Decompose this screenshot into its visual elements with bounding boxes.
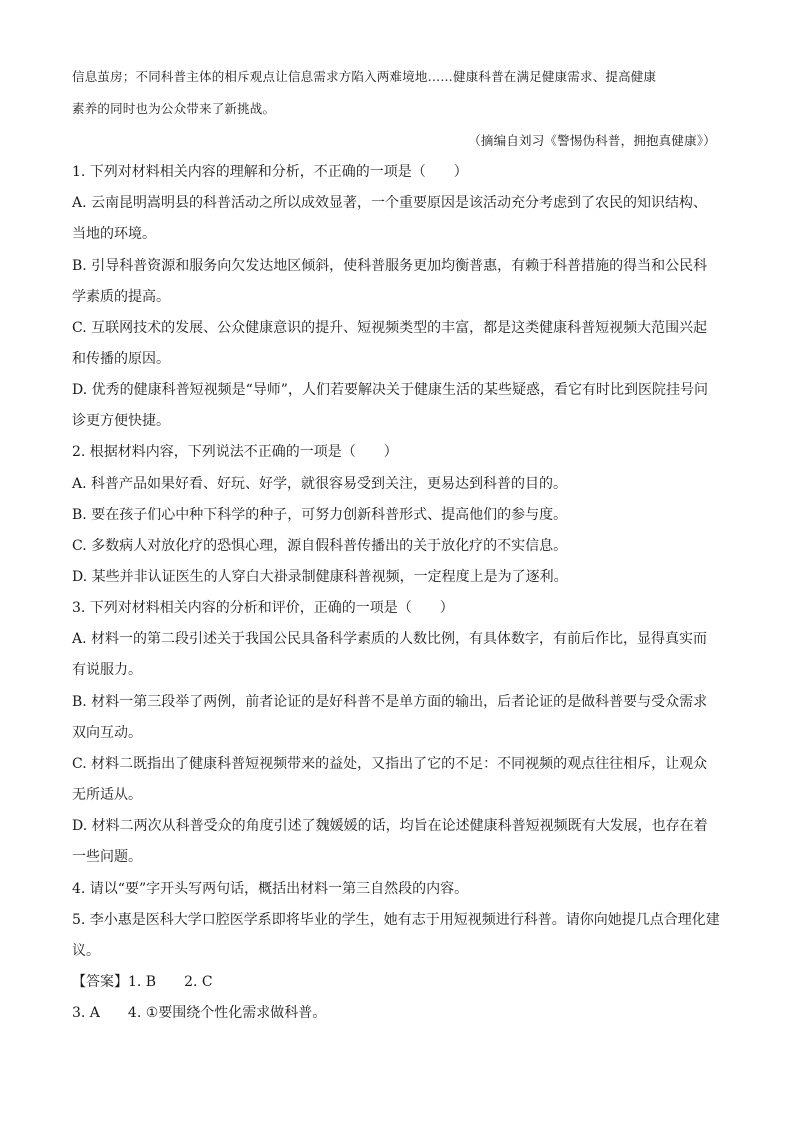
q3-option-a-line-1: A. 材料一的第二段引述关于我国公民具备科学素质的人数比例，有具体数字，有前后作比，显得真实而 bbox=[72, 631, 708, 647]
answer-row-2 bbox=[72, 1004, 326, 1022]
answer-label: 【答案】 bbox=[72, 974, 128, 990]
q3-option-d-line-1: D. 材料二两次从科普受众的角度引述了魏媛媛的话，均旨在论述健康科普短视频既有大发展，也存在着 bbox=[72, 818, 708, 834]
q1-option-c-line-2: 和传播的原因。 bbox=[72, 351, 170, 367]
question-2-stem: 2. 根据材料内容，下列说法不正确的一项是（ ） bbox=[72, 444, 398, 460]
answer-2: 2. C bbox=[184, 974, 213, 990]
q3-option-c-line-2: 无所适从。 bbox=[72, 787, 142, 803]
q2-option-b: B. 要在孩子们心中种下科学的种子，可努力创新科普形式、提高他们的参与度。 bbox=[72, 507, 568, 523]
question-5-line-2: 议。 bbox=[72, 943, 100, 959]
q3-option-b-line-1: B. 材料一第三段举了两例，前者论证的是好科普不是单方面的输出，后者论证的是做科普要与受众需求 bbox=[72, 694, 708, 710]
q1-option-a-line-1: A. 云南昆明嵩明县的科普活动之所以成效显著，一个重要原因是该活动充分考虑到了农民的知识结构、 bbox=[72, 195, 708, 211]
q2-option-a: A. 科普产品如果好看、好玩、好学，就很容易受到关注，更易达到科普的目的。 bbox=[72, 476, 568, 492]
question-4: 4. 请以“要”字开头写两句话，概括出材料一第三自然段的内容。 bbox=[72, 881, 469, 897]
question-3-stem: 3. 下列对材料相关内容的分析和评价，正确的一项是（ ） bbox=[72, 600, 454, 616]
excerpt-line-1: 信息茧房；不同科普主体的相斥观点让信息需求方陷入两难境地……健康科普在满足健康需求、提高健康 bbox=[72, 69, 657, 84]
q1-option-a-line-2: 当地的环境。 bbox=[72, 226, 156, 242]
q1-option-b-line-1: B. 引导科普资源和服务向欠发达地区倾斜，使科普服务更加均衡普惠，有赖于科普措施的得当和公民科 bbox=[72, 258, 708, 274]
question-5-line-1: 5. 李小惠是医科大学口腔医学系即将毕业的学生，她有志于用短视频进行科普。请你向她提几点合理化建 bbox=[72, 912, 720, 928]
answer-1: 1. B bbox=[128, 974, 157, 990]
excerpt-line-2: 素养的同时也为公众带来了新挑战。 bbox=[72, 101, 276, 116]
q1-option-b-line-2: 学素质的提高。 bbox=[72, 289, 170, 305]
q1-option-d-line-2: 诊更方便快捷。 bbox=[72, 413, 170, 429]
q3-option-c-line-1: C. 材料二既指出了健康科普短视频带来的益处，又指出了它的不足：不同视频的观点往往相斥，让观众 bbox=[72, 756, 708, 772]
q1-option-c-line-1: C. 互联网技术的发展、公众健康意识的提升、短视频类型的丰富，都是这类健康科普短视频大范围兴起 bbox=[72, 320, 708, 336]
q3-option-a-line-2: 有说服力。 bbox=[72, 662, 142, 678]
q2-option-d: D. 某些并非认证医生的人穿白大褂录制健康科普视频，一定程度上是为了逐利。 bbox=[72, 569, 568, 585]
q3-option-d-line-2: 一些问题。 bbox=[72, 849, 142, 865]
excerpt-source: （摘编自刘习《警惕伪科普，拥抱真健康》） bbox=[468, 133, 716, 148]
q2-option-c: C. 多数病人对放化疗的恐惧心理，源自假科普传播出的关于放化疗的不实信息。 bbox=[72, 538, 568, 554]
answer-row-1 bbox=[72, 973, 213, 991]
question-1-stem: 1. 下列对材料相关内容的理解和分析，不正确的一项是（ ） bbox=[72, 164, 468, 180]
answer-4: 4. ①要围绕个性化需求做科普。 bbox=[127, 1005, 327, 1021]
q3-option-b-line-2: 双向互动。 bbox=[72, 725, 142, 741]
answer-3: 3. A bbox=[72, 1005, 100, 1021]
q1-option-d-line-1: D. 优秀的健康科普短视频是“导师”，人们若要解决关于健康生活的某些疑惑，看它有时比到医院挂号问 bbox=[72, 382, 708, 398]
